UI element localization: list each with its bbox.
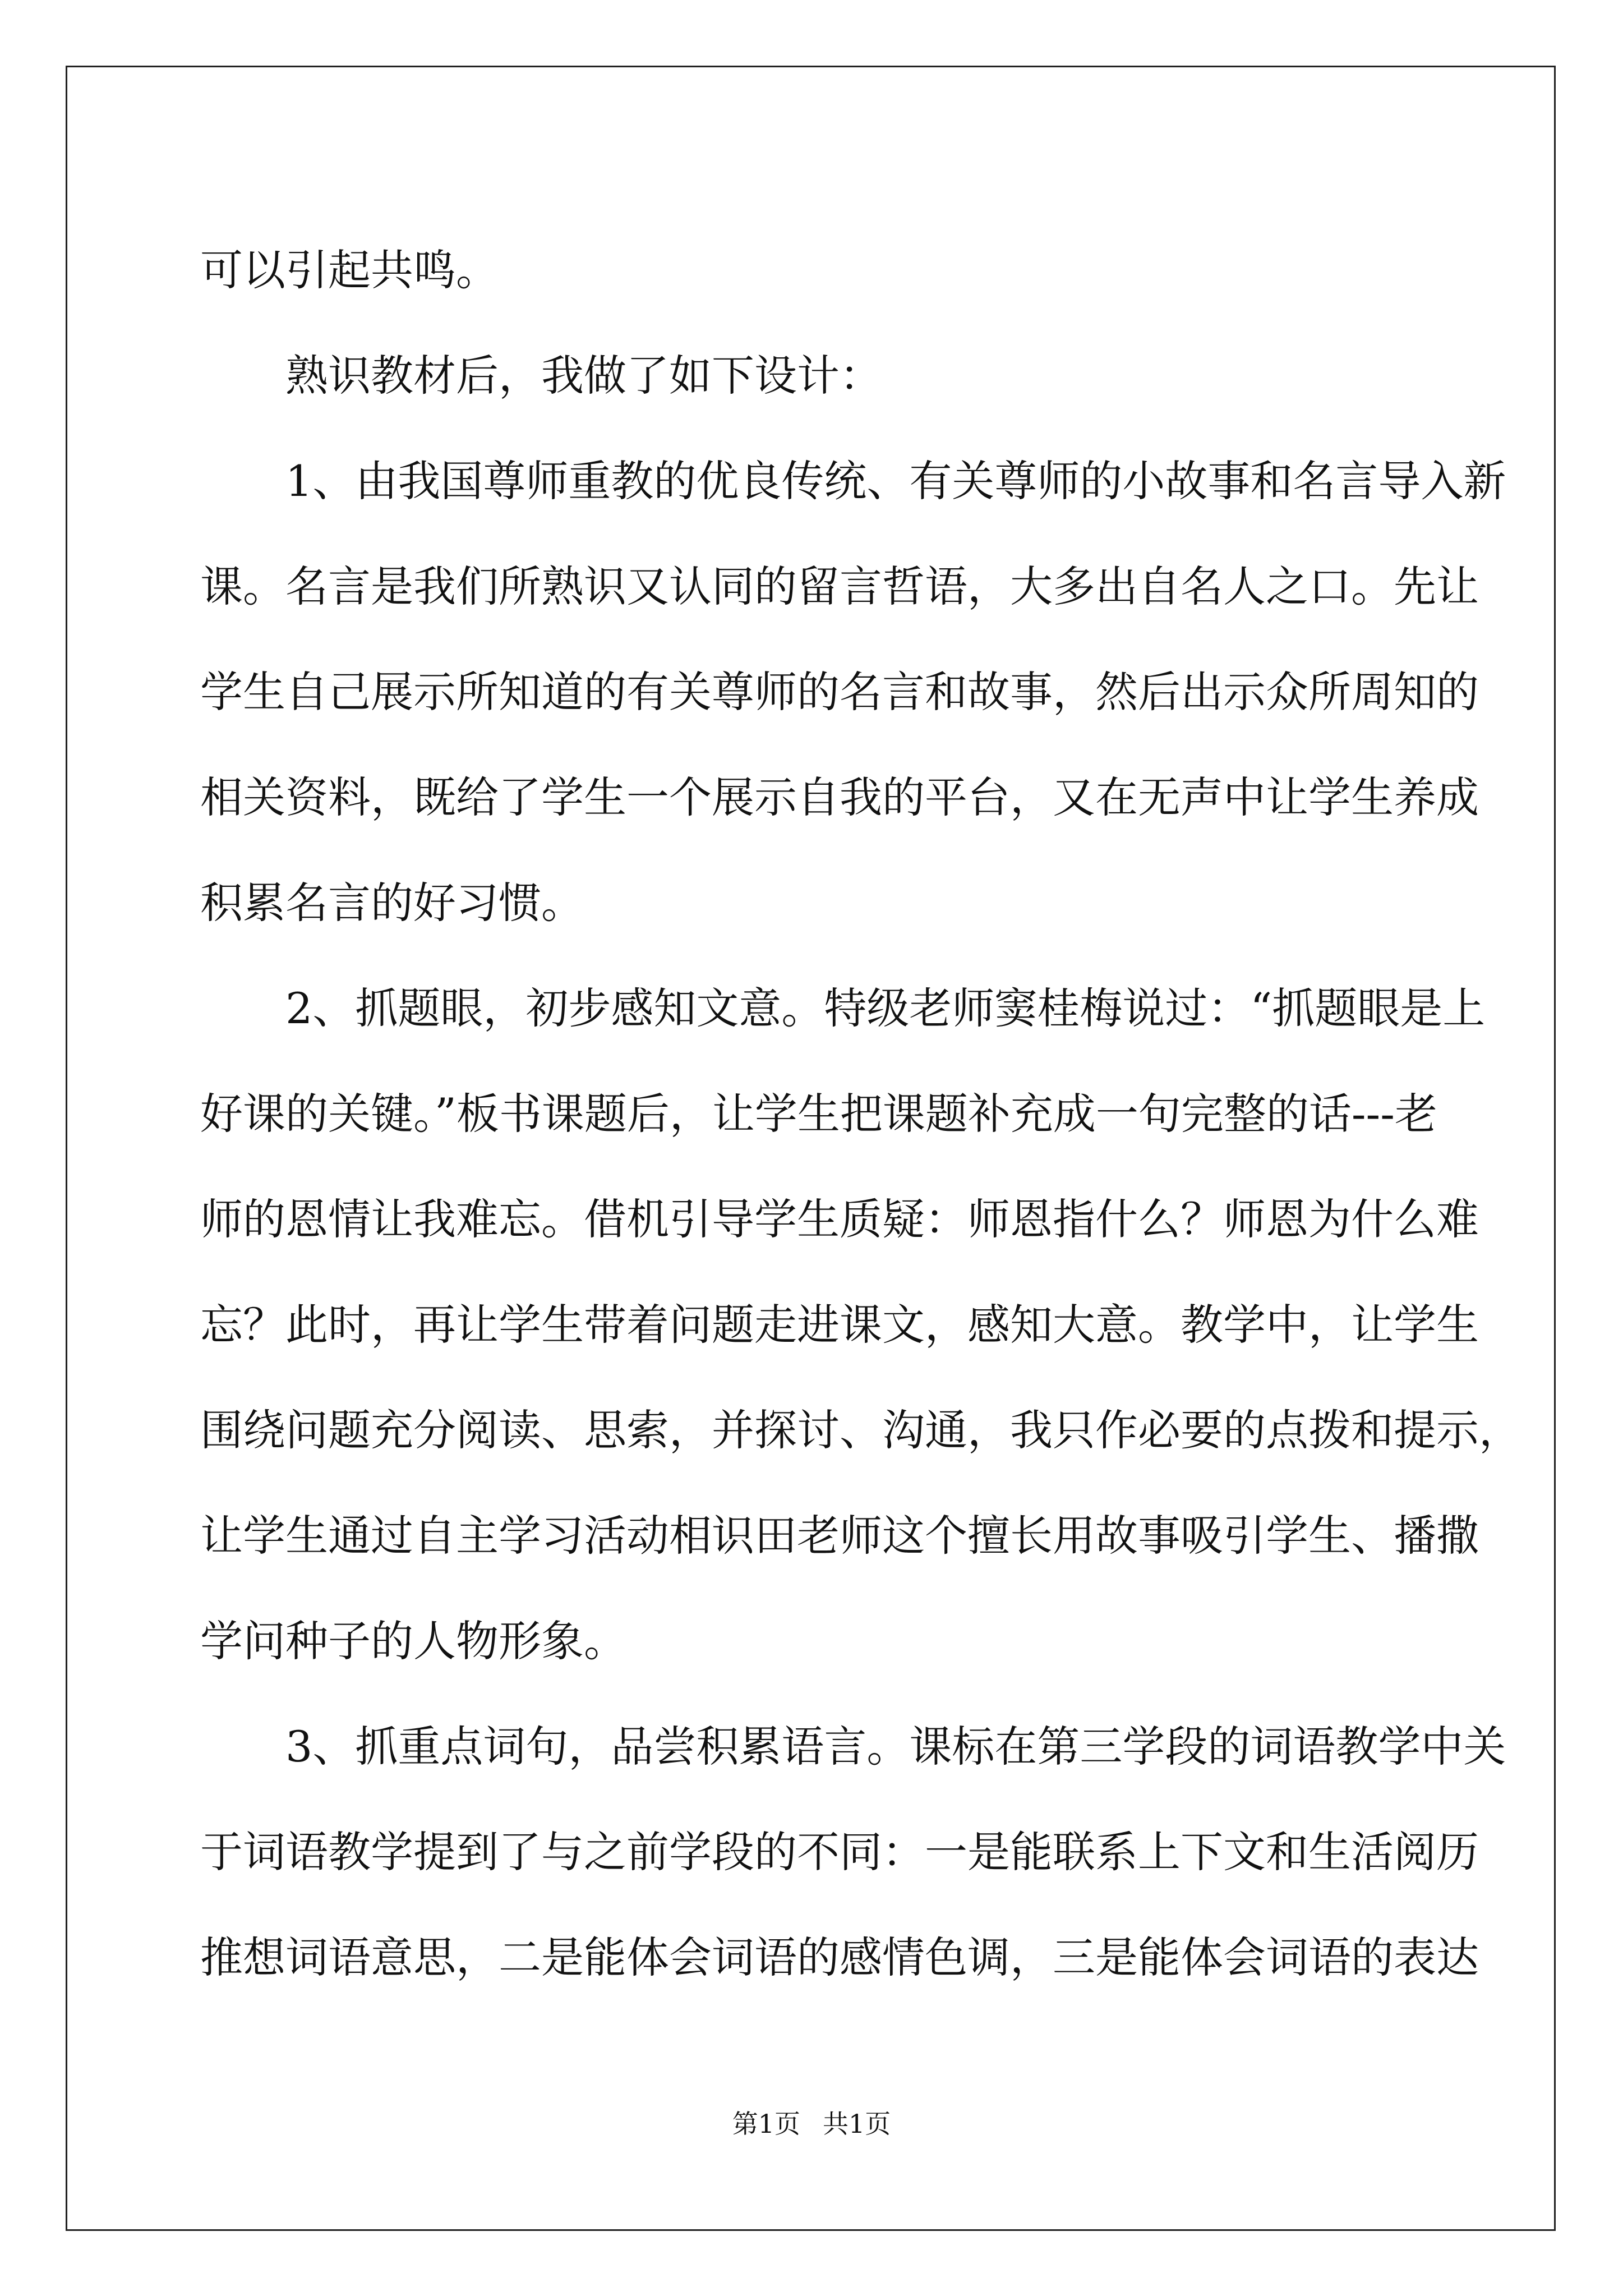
text-line-8: 2、抓题眼，初步感知文意。特级老师窦桂梅说过：“抓题眼是上 (285, 983, 1486, 1033)
text-line-4: 课。名言是我们所熟识又认同的留言哲语，大多出自名人之口。先让 (200, 562, 1479, 611)
text-line-14: 学问种子的人物形象。 (200, 1616, 626, 1666)
page-total: 共1页 (823, 2109, 891, 2139)
text-line-16: 于词语教学提到了与之前学段的不同：一是能联系上下文和生活阅历 (200, 1827, 1479, 1877)
text-line-5: 学生自己展示所知道的有关尊师的名言和故事，然后出示众所周知的 (200, 667, 1479, 717)
text-line-17: 推想词语意思，二是能体会词语的感情色调，三是能体会词语的表达 (200, 1932, 1479, 1982)
text-line-9: 好课的关键。”板书课题后，让学生把课题补充成一句完整的话---老 (200, 1089, 1437, 1139)
text-line-15: 3、抓重点词句，品尝积累语言。课标在第三学段的词语教学中关 (285, 1722, 1506, 1772)
text-line-13: 让学生通过自主学习活动相识田老师这个擅长用故事吸引学生、播撒 (200, 1511, 1479, 1561)
document-body (200, 218, 1521, 2010)
text-line-10: 师的恩情让我难忘。借机引导学生质疑：师恩指什么？师恩为什么难 (200, 1194, 1479, 1244)
text-line-1: 可以引起共鸣。 (200, 245, 499, 295)
page-number: 第1页 (732, 2109, 800, 2139)
text-line-6: 相关资料，既给了学生一个展示自我的平台，又在无声中让学生养成 (200, 772, 1479, 822)
text-line-3: 1、由我国尊师重教的优良传统、有关尊师的小故事和名言导入新 (285, 456, 1506, 506)
text-line-11: 忘？此时，再让学生带着问题走进课文，感知大意。教学中，让学生 (200, 1300, 1479, 1350)
page-footer (0, 2107, 1623, 2141)
text-line-2: 熟识教材后，我做了如下设计： (285, 351, 882, 401)
text-line-7: 积累名言的好习惯。 (200, 878, 584, 928)
text-line-12: 围绕问题充分阅读、思索，并探讨、沟通，我只作必要的点拨和提示， (200, 1405, 1521, 1455)
